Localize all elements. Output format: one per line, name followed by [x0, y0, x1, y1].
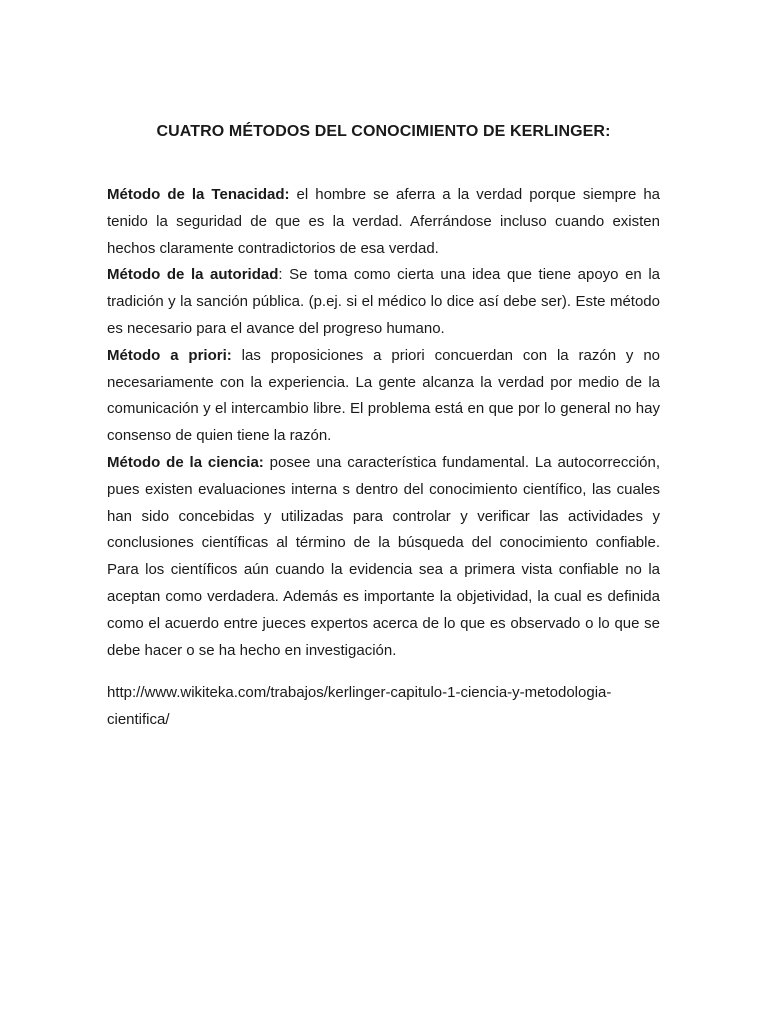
section-text: el hombre se aferra a la verdad porque siempre ha tenido la seguridad de que es la verdad. Aferrándose incluso cuando existen hechos claramente contradictorios de esa verdad. — [107, 186, 660, 257]
section-term: Método de la Tenacidad: — [107, 186, 290, 203]
section-tenacidad — [107, 182, 660, 262]
document-title: CUATRO MÉTODOS DEL CONOCIMIENTO DE KERLINGER: — [156, 123, 611, 140]
section-autoridad — [107, 262, 660, 342]
source-url: http://www.wikiteka.com/trabajos/kerlinger-capitulo-1-ciencia-y-metodologia-cientifica/ — [107, 684, 612, 728]
section-term: Método de la ciencia: — [107, 453, 264, 471]
section-term: Método de la autoridad — [107, 266, 279, 284]
document-body — [107, 182, 660, 664]
section-text: posee una característica fundamental. La autocorrección, pues existen evaluaciones interna s dentro del conocimiento científico, las cuales han sido concebidas y utilizadas para controlar y verificar las actividades y conclusiones científicas al término de la búsqueda del conocimiento confiable. Para los científicos aún cuando la evidencia sea a primera vista confiable no la aceptan como verdadera. Además es importante la objetividad, la cual es definida como el acuerdo entre jueces expertos acerca de lo que es observado o lo que se debe hacer o se ha hecho en investigación. — [107, 453, 660, 659]
section-ciencia — [107, 450, 660, 664]
section-term: Método a priori: — [107, 346, 232, 364]
section-text: las proposiciones a priori concuerdan con la razón y no necesariamente con la experiencia. La gente alcanza la verdad por medio de la comunicación y el intercambio libre. El problema está en que por lo general no hay consenso de quien tiene la razón. — [107, 346, 660, 445]
section-a-priori — [107, 343, 660, 450]
section-text: : Se toma como cierta una idea que tiene apoyo en la tradición y la sanción pública. (p.ej. si el médico lo dice así debe ser). Este método es necesario para el avance del progreso humano. — [107, 266, 660, 337]
